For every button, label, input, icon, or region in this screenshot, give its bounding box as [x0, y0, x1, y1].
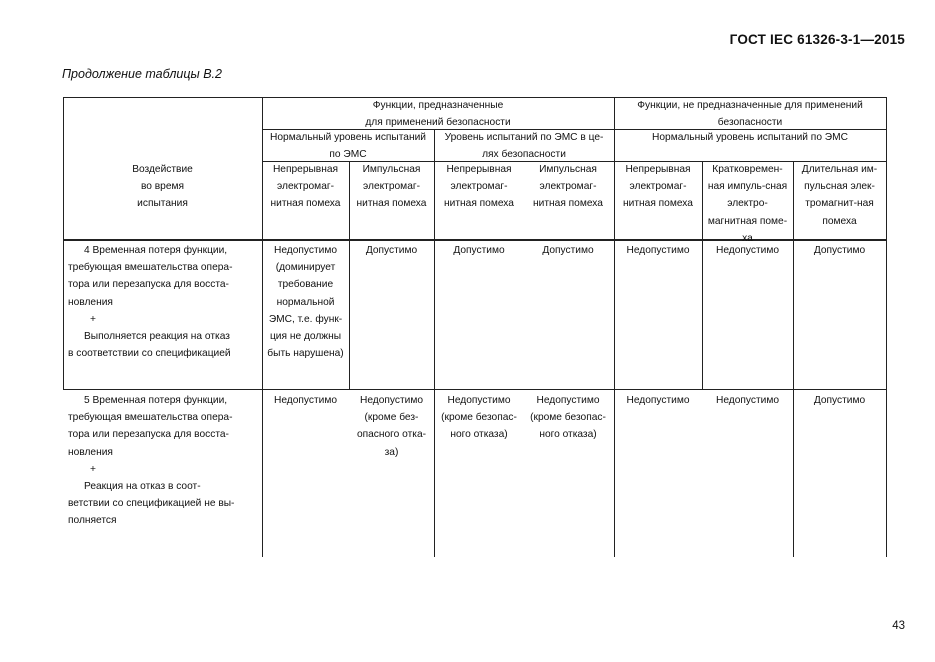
row-4-cell-6: Недопустимо [715, 245, 780, 256]
row-4-cell-7: Допустимо [813, 245, 866, 256]
row-5-cell-3: Недопустимо (кроме безопас- ного отказа) [441, 395, 517, 441]
column-header-6: Кратковремен- ная импуль-сная электро- магнитная поме- ха [707, 164, 788, 244]
row-4-cell-2: Допустимо [365, 245, 418, 256]
column-header-2: Импульсная электромаг- нитная помеха [356, 164, 427, 210]
table-caption: Продолжение таблицы В.2 [62, 67, 222, 81]
emc-safety-level-header: Уровень испытаний по ЭМС в це- лях безопасности [444, 132, 604, 161]
row-5-cell-1: Недопустимо [273, 395, 338, 406]
row-4-cell-3: Допустимо [453, 245, 505, 256]
row-header: Воздействие во время испытания [132, 164, 193, 210]
page-number: 43 [892, 620, 905, 632]
group-safety-header: Функции, предназначенные для применений безопасности [365, 100, 511, 129]
column-header-3: Непрерывная электромаг- нитная помеха [444, 164, 514, 210]
column-header-1: Непрерывная электромаг- нитная помеха [270, 164, 341, 210]
row-5-cell-7: Допустимо [813, 395, 866, 406]
group-nonsafety-header: Функции, не предназначенные для применений безопасности [637, 100, 863, 129]
row-4-cell-1: Недопустимо (доминирует требование нормальной ЭМС, т.е. функ- ция не должны быть нарушена) [267, 245, 344, 360]
row-5-cell-2: Недопустимо (кроме без- опасного отка- за) [356, 395, 427, 458]
row-5-cell-4: Недопустимо (кроме безопас- ного отказа) [530, 395, 606, 441]
row-4-cell-4: Допустимо [542, 245, 594, 256]
row-5-cell-5: Недопустимо [626, 395, 690, 406]
row-5-cell-6: Недопустимо [715, 395, 780, 406]
normal-level-nonsafety-header: Нормальный уровень испытаний по ЭМС [652, 132, 848, 143]
column-header-5: Непрерывная электромаг- нитная помеха [623, 164, 693, 210]
normal-level-safety-header: Нормальный уровень испытаний по ЭМС [270, 132, 426, 161]
row-4-cell-5: Недопустимо [626, 245, 690, 256]
column-header-4: Импульсная электромаг- нитная помеха [533, 164, 603, 210]
column-header-7: Длительная им- пульсная элек- тромагнит-ная помеха [801, 164, 878, 227]
row-5-description: 5 Временная потеря функции, требующая вмешательства опера- тора или перезапуска для восста- новления + Реакция на отказ в соот- ветствии со спецификацией не вы- полняется [68, 395, 235, 527]
row-4-description: 4 Временная потеря функции, требующая вмешательства опера- тора или перезапуска для восста- новления + Выполняется реакция на отказ в соответствии со спецификацией [68, 245, 233, 360]
standard-designation: ГОСТ IEC 61326-3-1—2015 [729, 32, 905, 47]
